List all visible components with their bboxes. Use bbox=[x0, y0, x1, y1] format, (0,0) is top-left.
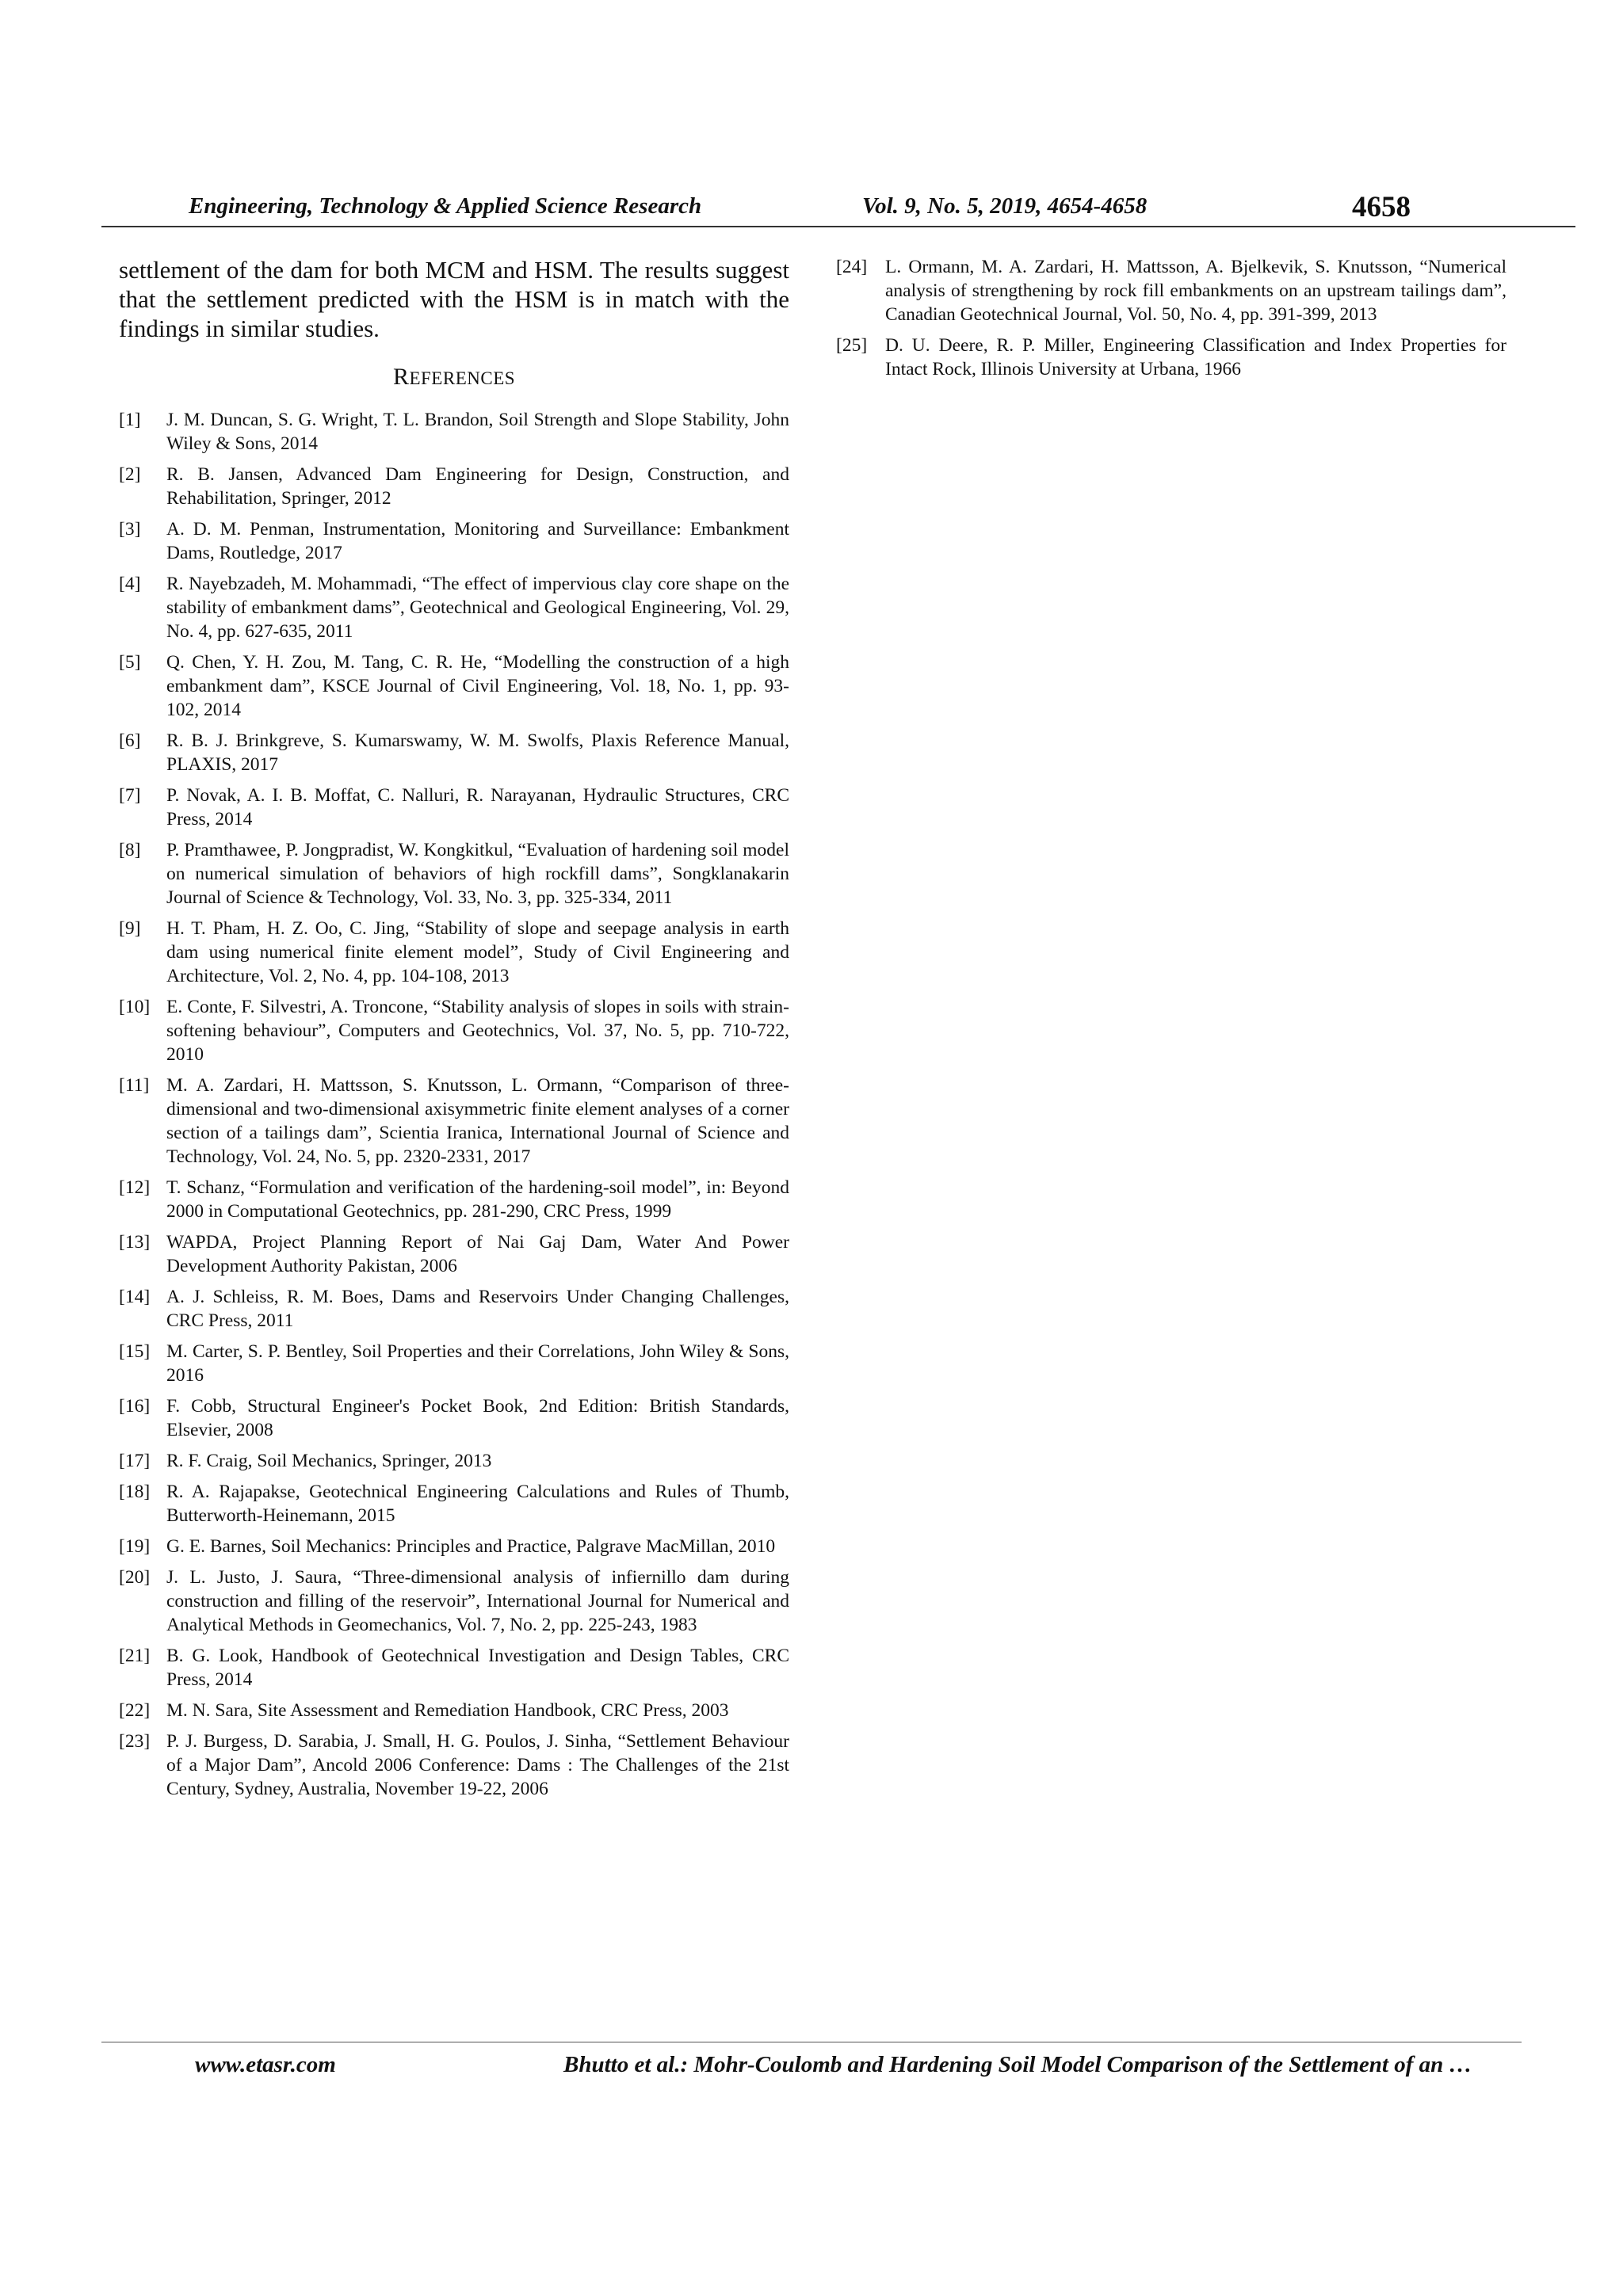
reference-number: [18] bbox=[119, 1482, 151, 1502]
reference-text: E. Conte, F. Silvestri, A. Troncone, “Stability analysis of slopes in soils with strain-softening behaviour”, Computers and Geotechnics, Vol. 37, No. 5, pp. 710-722, 2010 bbox=[166, 997, 789, 1065]
reference-number: [20] bbox=[119, 1567, 151, 1588]
reference-number: [25] bbox=[836, 335, 868, 356]
reference-text: R. A. Rajapakse, Geotechnical Engineering Calculations and Rules of Thumb, Butterworth-Heinemann, 2015 bbox=[166, 1482, 789, 1526]
reference-item bbox=[836, 334, 1507, 381]
reference-text: B. G. Look, Handbook of Geotechnical Investigation and Design Tables, CRC Press, 2014 bbox=[166, 1646, 789, 1690]
reference-text: J. M. Duncan, S. G. Wright, T. L. Brandon, Soil Strength and Slope Stability, John Wiley & Sons, 2014 bbox=[166, 410, 789, 454]
reference-number: [5] bbox=[119, 652, 141, 673]
reference-number: [10] bbox=[119, 997, 151, 1017]
journal-title: Engineering, Technology & Applied Science Research bbox=[189, 193, 702, 219]
reference-text: WAPDA, Project Planning Report of Nai Gaj Dam, Water And Power Development Authority Pakistan, 2006 bbox=[166, 1232, 789, 1276]
reference-text: Q. Chen, Y. H. Zou, M. Tang, C. R. He, “Modelling the construction of a high embankment dam”, KSCE Journal of Civil Engineering, Vol. 18, No. 1, pp. 93-102, 2014 bbox=[166, 652, 789, 720]
reference-number: [8] bbox=[119, 840, 141, 860]
reference-number: [23] bbox=[119, 1731, 151, 1752]
footer-website: www.etasr.com bbox=[195, 2052, 336, 2077]
reference-item bbox=[119, 784, 789, 831]
reference-text: R. B. J. Brinkgreve, S. Kumarswamy, W. M. Swolfs, Plaxis Reference Manual, PLAXIS, 2017 bbox=[166, 730, 789, 775]
reference-number: [24] bbox=[836, 257, 868, 277]
reference-number: [1] bbox=[119, 410, 141, 430]
reference-number: [4] bbox=[119, 574, 141, 594]
reference-item bbox=[119, 572, 789, 643]
reference-number: [2] bbox=[119, 464, 141, 485]
reference-item bbox=[119, 1480, 789, 1527]
reference-text: G. E. Barnes, Soil Mechanics: Principles and Practice, Palgrave MacMillan, 2010 bbox=[166, 1536, 776, 1557]
reference-item bbox=[119, 1230, 789, 1278]
reference-text: H. T. Pham, H. Z. Oo, C. Jing, “Stability of slope and seepage analysis in earth dam using numerical finite element model”, Study of Civil Engineering and Architecture, Vol. 2, No. 4, pp. 104-108, 2013 bbox=[166, 918, 789, 986]
reference-number: [9] bbox=[119, 918, 141, 939]
reference-item bbox=[119, 1285, 789, 1333]
reference-item bbox=[119, 1176, 789, 1223]
reference-number: [12] bbox=[119, 1177, 151, 1198]
reference-text: L. Ormann, M. A. Zardari, H. Mattsson, A. Bjelkevik, S. Knutsson, “Numerical analysis of strengthening by rock fill embankments on an upstream tailings dam”, Canadian Geotechnical Journal, Vol. 50, No. 4, pp. 391-399, 2013 bbox=[885, 257, 1507, 325]
reference-item bbox=[119, 1730, 789, 1801]
reference-text: T. Schanz, “Formulation and verification of the hardening-soil model”, in: Beyond 2000 in Computational Geotechnics, pp. 281-290, CRC Press, 1999 bbox=[166, 1177, 789, 1222]
header-rule bbox=[101, 226, 1575, 227]
reference-number: [16] bbox=[119, 1396, 151, 1417]
footer-running-title: Bhutto et al.: Mohr-Coulomb and Hardening Soil Model Comparison of the Settlement of an … bbox=[563, 2052, 1472, 2077]
reference-item bbox=[119, 1340, 789, 1387]
reference-item bbox=[836, 255, 1507, 326]
reference-text: J. L. Justo, J. Saura, “Three-dimensional analysis of infiernillo dam during construction and filling of the reservoir”, International Journal for Numerical and Analytical Methods in Geomechanics, Vol. 7, No. 2, pp. 225-243, 1983 bbox=[166, 1567, 789, 1635]
reference-item bbox=[119, 1566, 789, 1637]
reference-item bbox=[119, 1535, 789, 1558]
reference-item bbox=[119, 1644, 789, 1691]
reference-number: [13] bbox=[119, 1232, 151, 1253]
reference-item bbox=[119, 463, 789, 510]
page-number: 4658 bbox=[1352, 191, 1411, 223]
reference-number: [3] bbox=[119, 519, 141, 540]
reference-number: [22] bbox=[119, 1700, 151, 1721]
reference-number: [14] bbox=[119, 1287, 151, 1307]
reference-text: P. Pramthawee, P. Jongpradist, W. Kongkitkul, “Evaluation of hardening soil model on numerical simulation of behaviors of high rockfill dams”, Songklanakarin Journal of Science & Technology, Vol. 33, No. 3, pp. 325-334, 2011 bbox=[166, 840, 789, 908]
reference-text: A. J. Schleiss, R. M. Boes, Dams and Reservoirs Under Changing Challenges, CRC Press, 2011 bbox=[166, 1287, 789, 1331]
reference-text: A. D. M. Penman, Instrumentation, Monitoring and Surveillance: Embankment Dams, Routledge, 2017 bbox=[166, 519, 789, 563]
reference-list-right bbox=[836, 255, 1507, 381]
reference-text: M. Carter, S. P. Bentley, Soil Properties and their Correlations, John Wiley & Sons, 2016 bbox=[166, 1341, 789, 1386]
reference-item bbox=[119, 517, 789, 565]
reference-text: P. J. Burgess, D. Sarabia, J. Small, H. G. Poulos, J. Sinha, “Settlement Behaviour of a Major Dam”, Ancold 2006 Conference: Dams : The Challenges of the 21st Century, Sydney, Australia, November 19-22, 2006 bbox=[166, 1731, 789, 1799]
reference-text: M. N. Sara, Site Assessment and Remediation Handbook, CRC Press, 2003 bbox=[166, 1700, 729, 1721]
references-heading-initial: R bbox=[392, 364, 410, 390]
reference-item bbox=[119, 729, 789, 776]
reference-text: F. Cobb, Structural Engineer's Pocket Book, 2nd Edition: British Standards, Elsevier, 2008 bbox=[166, 1396, 789, 1440]
reference-item bbox=[119, 1074, 789, 1169]
reference-item bbox=[119, 650, 789, 722]
page-header bbox=[101, 185, 1575, 225]
volume-info: Vol. 9, No. 5, 2019, 4654-4658 bbox=[862, 193, 1148, 219]
reference-number: [15] bbox=[119, 1341, 151, 1362]
left-column bbox=[119, 255, 789, 1808]
reference-item bbox=[119, 1449, 789, 1473]
reference-item bbox=[119, 1394, 789, 1442]
reference-item bbox=[119, 408, 789, 456]
reference-text: M. A. Zardari, H. Mattsson, S. Knutsson, L. Ormann, “Comparison of three-dimensional and two-dimensional axisymmetric finite element analyses of a corner section of a tailings dam”, Scientia Iranica, International Journal of Science and Technology, Vol. 24, No. 5, pp. 2320-2331, 2017 bbox=[166, 1075, 789, 1167]
references-heading bbox=[119, 364, 789, 391]
reference-text: R. F. Craig, Soil Mechanics, Springer, 2013 bbox=[166, 1451, 492, 1471]
reference-item bbox=[119, 838, 789, 910]
reference-item bbox=[119, 995, 789, 1066]
reference-number: [19] bbox=[119, 1536, 151, 1557]
reference-item bbox=[119, 917, 789, 988]
reference-text: D. U. Deere, R. P. Miller, Engineering Classification and Index Properties for Intact Rock, Illinois University at Urbana, 1966 bbox=[885, 335, 1507, 379]
reference-number: [7] bbox=[119, 785, 141, 806]
right-column bbox=[836, 255, 1507, 388]
reference-text: R. B. Jansen, Advanced Dam Engineering for Design, Construction, and Rehabilitation, Springer, 2012 bbox=[166, 464, 789, 509]
reference-text: R. Nayebzadeh, M. Mohammadi, “The effect of impervious clay core shape on the stability of embankment dams”, Geotechnical and Geological Engineering, Vol. 29, No. 4, pp. 627-635, 2011 bbox=[166, 574, 789, 642]
references-heading-rest: EFERENCES bbox=[409, 368, 516, 388]
reference-number: [11] bbox=[119, 1075, 150, 1096]
reference-number: [21] bbox=[119, 1646, 151, 1666]
reference-item bbox=[119, 1699, 789, 1722]
conclusion-paragraph: settlement of the dam for both MCM and HSM. The results suggest that the settlement predicted with the HSM is in match with the findings in similar studies. bbox=[119, 256, 789, 342]
reference-list-left bbox=[119, 408, 789, 1801]
reference-number: [6] bbox=[119, 730, 141, 751]
reference-number: [17] bbox=[119, 1451, 151, 1471]
reference-text: P. Novak, A. I. B. Moffat, C. Nalluri, R. Narayanan, Hydraulic Structures, CRC Press, 2014 bbox=[166, 785, 789, 830]
